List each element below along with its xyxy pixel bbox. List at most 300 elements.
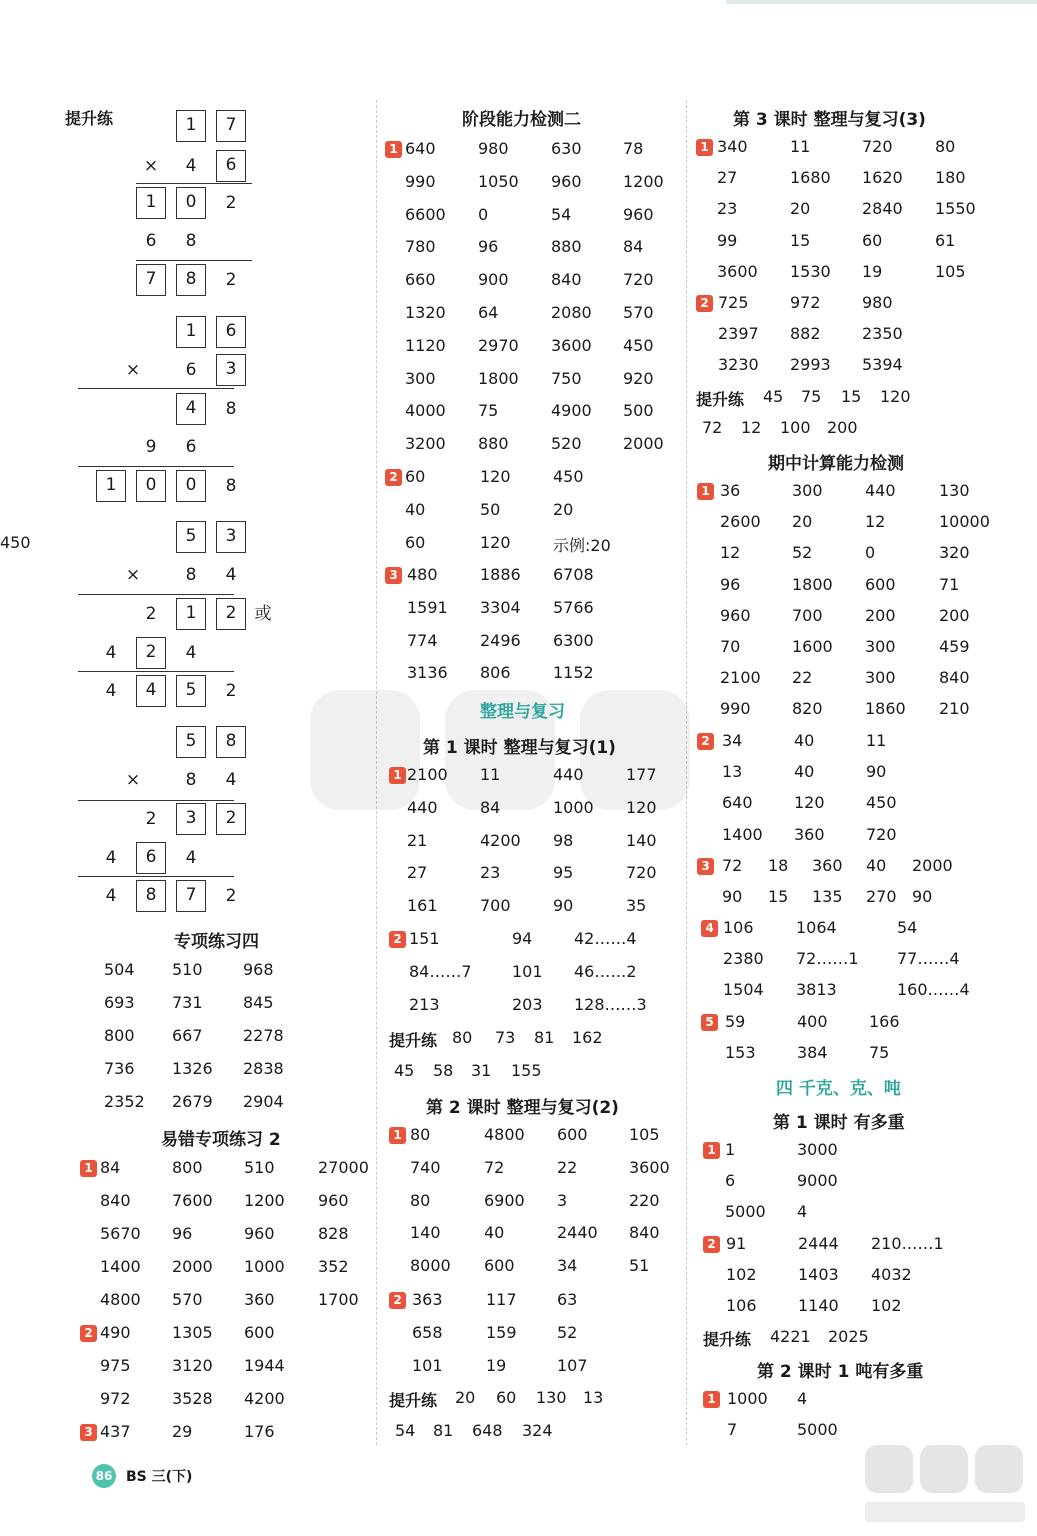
answer-value: 720 [626,863,657,883]
answer-value: 60 [405,532,426,552]
answer-value: 490 [100,1323,131,1342]
answer-row [0,1327,1037,1351]
answer-value: 22 [792,668,813,688]
answer-value: 693 [104,993,135,1012]
answer-row [0,1265,1037,1289]
answer-row [0,231,1037,255]
answer-value: 570 [172,1290,203,1309]
answer-row [0,324,1037,348]
answer-box: 1 [96,470,126,502]
answer-row [0,387,1037,411]
answer-row [0,825,1037,849]
answer-value: 3600 [629,1157,670,1177]
answer-value: 21 [407,830,428,850]
answer-value: 4200 [480,830,521,850]
answer-value: 105 [935,261,966,281]
answer-box: 8 [136,880,166,912]
answer-box: 1 [176,598,206,630]
answer-value: 600 [244,1323,275,1342]
lesson-title: 第 2 课时 1 吨有多重 [757,1362,924,1382]
answer-box: 3 [216,354,246,386]
answer-value: 120 [480,467,511,486]
answer-box: 7 [216,110,246,142]
answer-value: 120 [880,387,911,406]
digit: 2 [225,193,237,213]
question-number-badge: 2 [389,1292,406,1309]
answer-value: 9000 [797,1171,838,1191]
answer-value: 75 [478,401,499,421]
answer-value: 806 [480,663,511,683]
answer-value: 63 [557,1290,578,1309]
answer-value: 159 [486,1322,517,1342]
answer-row [0,355,1037,379]
top-accent-bar [726,0,1037,4]
answer-value: 72 [702,418,723,438]
answer-value: 90 [912,887,933,907]
answer-row [0,980,1037,1004]
answer-value: 45 [394,1060,415,1080]
answer-value: 40 [484,1223,505,1243]
answer-value: 2000 [912,856,953,875]
answer-value: 1200 [623,171,664,191]
answer-value: 7600 [172,1191,213,1210]
answer-value: 3600 [717,261,758,281]
answer-value: 130 [536,1388,567,1407]
answer-value: 120 [480,532,511,552]
answer-row [0,418,1037,442]
chapter-title: 整理与复习 [480,702,565,722]
answer-value: 102 [871,1296,902,1316]
answer-box: 0 [176,187,206,219]
answer-value: 1403 [798,1265,839,1285]
answer-value: 640 [405,139,436,158]
answer-value: 828 [318,1224,349,1243]
answer-value: 117 [486,1290,517,1309]
answer-value: 60 [405,467,426,486]
answer-value: 2904 [243,1092,284,1111]
digit: 6 [185,360,197,380]
answer-value: 1140 [798,1296,839,1316]
answer-value: 2444 [798,1234,839,1253]
answer-value: 820 [792,699,823,719]
answer-value: 1530 [790,261,831,281]
answer-box: 7 [136,264,166,296]
tisheng-label: 提升练 [703,1330,752,1349]
digit: 4 [105,681,117,701]
answer-value: 1200 [244,1191,285,1210]
digit: 6 [185,437,197,457]
answer-value: 1800 [478,368,519,388]
corner-watermark-logo [860,1440,1030,1530]
answer-value: 920 [623,368,654,388]
answer-value: 450 [553,467,584,486]
answer-value: 1000 [727,1389,768,1408]
answer-value: 58 [433,1060,454,1080]
answer-value: 440 [553,765,584,784]
answer-value: 4032 [871,1265,912,1285]
answer-box: 4 [176,393,206,425]
answer-row [0,293,1037,317]
answer-value: 300 [865,637,896,656]
answer-value: 360 [812,856,843,875]
answer-row [0,606,1037,630]
answer-value: 459 [939,637,970,656]
answer-value: 4900 [551,401,592,421]
times-sign: × [125,770,141,790]
chapter-title: 四 千克、克、吨 [776,1079,901,1099]
answer-value: 18 [768,856,789,875]
answer-value: 3600 [551,335,592,355]
answer-value: 71 [939,574,960,594]
answer-value: 320 [939,543,970,563]
answer-value: 64 [478,303,499,322]
answer-value: 80 [410,1125,431,1144]
answer-value: 77……4 [897,949,960,969]
answer-row [0,1389,1037,1413]
answer-value: 972 [790,293,821,312]
answer-value: 960 [551,171,582,191]
answer-value: 13 [583,1388,604,1407]
answer-value: 27 [407,863,428,883]
answer-value: 980 [478,139,509,158]
lesson-title: 第 1 课时 有多重 [773,1113,905,1133]
answer-value: 210 [939,699,970,719]
answer-value: 210……1 [871,1234,944,1253]
answer-value: 4 [797,1389,808,1408]
answer-value: 91 [726,1234,747,1253]
answer-box: 7 [176,880,206,912]
question-number-badge: 2 [697,733,714,750]
answer-value: 135 [812,887,843,907]
answer-value: 90 [722,887,743,907]
answer-value: 2350 [862,324,903,344]
answer-value: 840 [629,1223,660,1243]
answer-value: 6 [725,1171,736,1191]
answer-value: 800 [104,1026,135,1045]
answer-value: 2496 [480,630,521,650]
digit: 8 [185,770,197,790]
answer-value: 363 [412,1290,443,1309]
answer-value: 72 [484,1157,505,1177]
answer-value: 128……3 [574,994,647,1014]
question-number-badge: 2 [80,1325,97,1342]
answer-value: 51 [629,1256,650,1276]
digit: 4 [105,886,117,906]
answer-value: 20 [790,199,811,219]
answer-row [0,575,1037,599]
digit: 9 [145,437,157,457]
answer-value: 42……4 [574,929,637,948]
answer-value: 90 [866,762,887,782]
answer-value: 40 [405,499,426,519]
answer-box: 1 [176,316,206,348]
answer-value: 200 [827,418,858,438]
answer-value: 990 [720,699,751,719]
digit: 2 [145,604,157,624]
answer-value: 94 [512,929,533,948]
section-title: 期中计算能力检测 [768,454,904,474]
answer-value: 1504 [723,980,764,1000]
answer-value: 220 [629,1190,660,1210]
answer-value: 360 [244,1290,275,1309]
answer-row [0,1202,1037,1226]
answer-row [0,887,1037,911]
digit: 8 [225,399,237,419]
times-sign: × [125,565,141,585]
answer-value: 2679 [172,1092,213,1111]
answer-value: 2025 [828,1327,869,1346]
answer-value: 166 [869,1012,900,1031]
answer-value: 960 [318,1191,349,1210]
answer-value: 46……2 [574,961,637,981]
answer-value: 5670 [100,1224,141,1243]
answer-value: 6900 [484,1190,525,1210]
question-number-badge: 1 [385,141,402,158]
answer-value: 1620 [862,168,903,188]
answer-value: 1152 [553,663,594,683]
answer-value: 400 [797,1012,828,1031]
answer-value: 480 [407,565,438,584]
answer-row [0,1012,1037,1036]
digit: 2 [145,809,157,829]
digit: 4 [105,643,117,663]
answer-value: 510 [244,1158,275,1177]
answer-value: 12 [865,512,886,532]
answer-value: 2080 [551,303,592,322]
section-title: 专项练习四 [174,932,259,952]
answer-value: 570 [623,303,654,322]
answer-value: 3813 [796,980,837,1000]
answer-value: 13 [722,762,743,782]
answer-value: 200 [939,605,970,625]
answer-value: 1000 [553,797,594,817]
answer-value: 900 [478,270,509,290]
answer-value: 1700 [318,1290,359,1309]
answer-value: 2838 [243,1059,284,1078]
answer-value: 800 [172,1158,203,1177]
answer-value: 880 [551,237,582,257]
answer-value: 162 [572,1028,603,1047]
answer-value: 60 [862,230,883,250]
answer-value: 510 [172,960,203,979]
answer-value: 972 [100,1389,131,1408]
answer-value: 600 [484,1256,515,1276]
answer-value: 23 [717,199,738,219]
answer-value: 70 [720,637,741,656]
answer-value: 155 [511,1060,542,1080]
answer-value: 300 [865,668,896,688]
answer-value: 352 [318,1257,349,1276]
answer-value: 720 [866,824,897,844]
answer-value: 630 [551,139,582,158]
answer-value: 658 [412,1322,443,1342]
answer-value: 975 [100,1356,131,1375]
answer-box: 4 [136,675,166,707]
answer-value: 106 [726,1296,757,1316]
answer-row [0,1043,1037,1067]
answer-value: 2970 [478,335,519,355]
answer-value: 1050 [478,171,519,191]
answer-value: 1800 [792,574,833,594]
answer-value: 0 [865,543,876,563]
answer-value: 80 [452,1028,473,1047]
answer-value: 180 [935,168,966,188]
answer-value: 1860 [865,699,906,719]
answer-value: 15 [768,887,789,907]
answer-value: 4 [797,1202,808,1222]
answer-value: 15 [790,230,811,250]
answer-value: 34 [722,731,743,750]
digit: 4 [185,643,197,663]
answer-value: 1944 [244,1356,285,1375]
answer-value: 176 [244,1422,275,1441]
answer-value: 700 [792,605,823,625]
answer-value: 3136 [407,663,448,683]
answer-row [0,699,1037,723]
digit: 4 [225,565,237,585]
answer-value: 640 [722,793,753,813]
question-number-badge: 2 [696,295,713,312]
answer-row [0,199,1037,223]
answer-value: 6300 [553,630,594,650]
answer-value: 84 [480,797,501,817]
digit: 4 [105,848,117,868]
answer-value: 95 [553,863,574,883]
answer-row [0,731,1037,755]
answer-value: 960 [623,204,654,224]
answer-value: 213 [409,994,440,1014]
answer-row [0,762,1037,786]
answer-value: 98 [553,830,574,850]
answer-value: 130 [939,481,970,500]
answer-value: 600 [865,574,896,594]
answer-row [0,481,1037,505]
answer-value: 12 [720,543,741,563]
answer-value: 29 [172,1422,193,1441]
answer-value: 1550 [935,199,976,219]
answer-value: 845 [243,993,274,1012]
answer-value: 1600 [792,637,833,656]
answer-value: 1064 [796,918,837,937]
answer-value: 40 [794,762,815,782]
answer-value: 101 [412,1355,443,1375]
answer-value: 450 [866,793,897,813]
answer-box: 5 [176,675,206,707]
answer-value: 11 [866,731,887,750]
answer-value: 96 [720,574,741,594]
answer-value: 3528 [172,1389,213,1408]
answer-value: 40 [866,856,887,875]
digit: 2 [225,886,237,906]
answer-value: 1320 [405,303,446,322]
answer-value: 107 [557,1355,588,1375]
answer-value: 54 [551,204,572,224]
answer-value: 882 [790,324,821,344]
answer-box: 5 [176,726,206,758]
answer-row [0,856,1037,883]
question-number-badge: 2 [385,469,402,486]
answer-value: 3230 [718,355,759,375]
digit: 4 [185,156,197,176]
answer-box: 2 [216,803,246,835]
answer-value: 2278 [243,1026,284,1045]
answer-value: 19 [862,261,883,281]
answer-value: 736 [104,1059,135,1078]
answer-value: 1000 [244,1257,285,1276]
answer-value: 8000 [410,1256,451,1276]
answer-value: 840 [551,270,582,290]
digit: 2 [225,270,237,290]
answer-value: 840 [939,668,970,688]
digit: 8 [225,476,237,496]
lesson-title: 第 2 课时 整理与复习(2) [426,1098,619,1118]
answer-row [0,793,1037,817]
answer-value: 324 [522,1420,553,1440]
answer-value: 740 [410,1157,441,1177]
answer-value: 500 [623,401,654,421]
answer-value: 520 [551,434,582,454]
answer-box: 1 [136,187,166,219]
answer-value: 6708 [553,565,594,584]
answer-row [0,1420,1037,1444]
answer-value: 4800 [100,1290,141,1309]
answer-row [0,668,1037,692]
answer-value: 774 [407,630,438,650]
answer-value: 980 [862,293,893,312]
answer-value: 440 [407,797,438,817]
section-title: 易错专项练习 2 [161,1130,281,1150]
answer-value: 100 [780,418,811,438]
answer-value: 96 [172,1224,193,1243]
answer-box: 0 [176,470,206,502]
answer-value: 600 [557,1125,588,1144]
answer-value: 2840 [862,199,903,219]
answer-value: 19 [486,1355,507,1375]
answer-row [0,543,1037,567]
answer-value: 20 [553,499,574,519]
answer-row [0,1234,1037,1258]
answer-value: 4200 [244,1389,285,1408]
answer-value: 437 [100,1422,131,1441]
answer-row [0,949,1037,973]
answer-value: 504 [104,960,135,979]
answer-value: 60 [496,1388,517,1407]
answer-value: 2100 [720,668,761,688]
answer-value: 660 [405,270,436,290]
answer-value: 61 [935,230,956,250]
answer-value: 1326 [172,1059,213,1078]
answer-value: 90 [553,896,574,916]
answer-value: 648 [472,1420,503,1440]
answer-value: 203 [512,994,543,1014]
answer-value: 20 [455,1388,476,1407]
answer-value: 968 [243,960,274,979]
answer-value: 27000 [318,1158,369,1177]
answer-value: 72 [722,856,743,875]
question-number-badge: 4 [701,920,718,937]
answer-value: 20 [792,512,813,532]
digit: 4 [185,848,197,868]
answer-value: 2380 [723,949,764,969]
answer-value: 4000 [405,401,446,421]
answer-value: 59 [725,1012,746,1031]
answer-value: 22 [557,1157,578,1177]
answer-value: 2600 [720,512,761,532]
answer-value: 960 [244,1224,275,1243]
answer-value: 2352 [104,1092,145,1111]
answer-value: 示例:20 [553,535,611,555]
answer-value: 23 [480,863,501,883]
